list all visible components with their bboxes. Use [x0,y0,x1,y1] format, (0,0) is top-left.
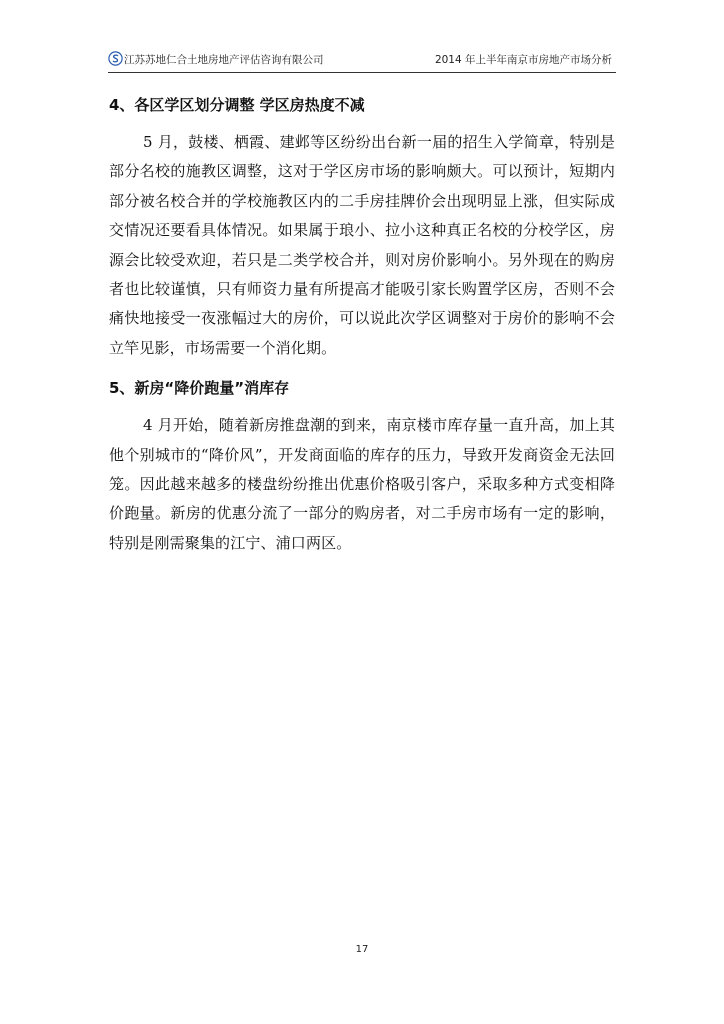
company-name: 江苏苏地仁合土地房地产评估咨询有限公司 [124,54,324,66]
section-heading: 5、新房“降价跑量”消库存 [109,379,290,398]
document-body [109,92,615,558]
page-number: 17 [355,944,369,955]
report-title: 2014 年上半年南京市房地产市场分析 [434,54,612,66]
section-paragraph: 4 月开始，随着新房推盘潮的到来，南京楼市库存量一直升高，加上其他个别城市的“降价风”，开发商面临的库存的压力，导致开发商资金无法回笼。因此越来越多的楼盘纷纷推出优惠价格吸引客户，采取多种方式变相降价跑量。新房的优惠分流了一部分的购房者，对二手房市场有一定的影响，特别是刚需聚集的江宁、浦口两区。 [109,416,615,552]
section-paragraph: 5 月，鼓楼、栖霞、建邺等区纷纷出台新一届的招生入学简章，特别是部分名校的施教区调整，这对于学区房市场的影响颇大。可以预计，短期内部分被名校合并的学校施教区内的二手房挂牌价会出现明显上涨，但实际成交情况还要看具体情况。如果属于琅小、拉小这种真正名校的分校学区，房源会比较受欢迎，若只是二类学校合并，则对房价影响小。另外现在的购房者也比较谨慎，只有师资力量有所提高才能吸引家长购置学区房，否则不会痛快地接受一夜涨幅过大的房价，可以说此次学区调整对于房价的影响不会立竿见影，市场需要一个消化期。 [109,133,615,357]
section-heading: 4、各区学区划分调整 学区房热度不减 [109,96,365,114]
section-new-housing [109,375,615,558]
section-school-district [109,92,615,363]
page-header [108,50,616,73]
company-logo-icon [108,51,123,66]
